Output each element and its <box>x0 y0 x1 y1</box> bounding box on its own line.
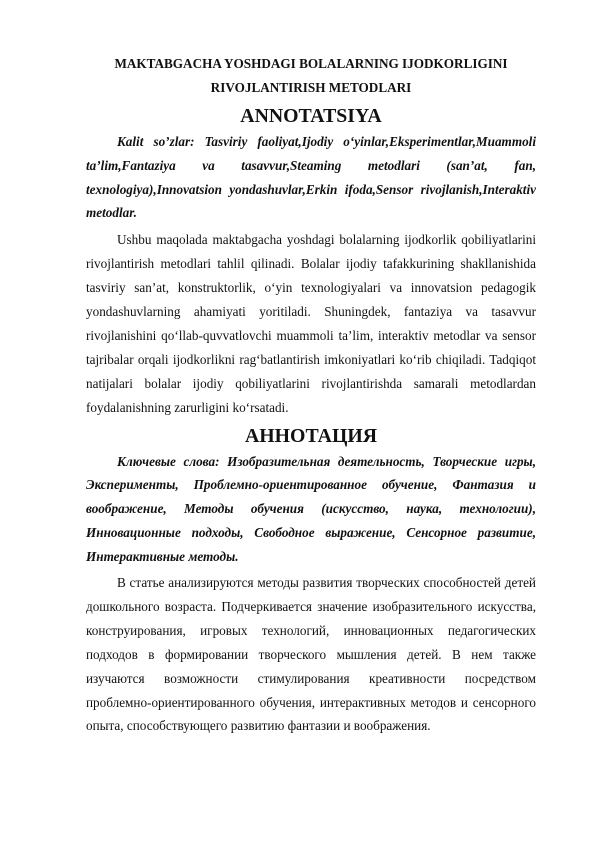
abstract-uz: Ushbu maqolada maktabgacha yoshdagi bolalarning ijodkorlik qobiliyatlarini rivojlantirish metodlari tahlil qilinadi. Bolalar ijodiy tafakkurining shakllanishida tasviriy san’at, konstruktorlik, o‘yin texnologiyalari va innovatsion pedagogik yondashuvlarning ahamiyati yoritiladi. Shuningdek, fantaziya va tasavvur rivojlanishini qo‘llab-quvvatlovchi muammoli ta’lim, interaktiv metodlar va sensor tajribalar orqali ijodkorlikni rag‘batlantirish imkoniyatlari ko‘rib chiqiladi. Tadqiqot natijalari bolalar ijodiy qobiliyatlarini rivojlantirishda samarali metodlardan foydalanishning zarurligini ko‘rsatadi. <box>86 232 536 415</box>
annotation-heading-uz: ANNOTATSIYA <box>240 104 382 127</box>
uzbek-annotation-section <box>86 105 536 420</box>
annotation-heading-ru: АННОТАЦИЯ <box>245 424 377 447</box>
article-title <box>86 52 536 100</box>
russian-annotation-section <box>86 425 536 739</box>
abstract-ru: В статье анализируются методы развития творческих способностей детей дошкольного возраста. Подчеркивается значение изобразительного искусства, конструирования, игровых технологий, инновационных педагогических подходов в формировании творческого мышления детей. В нем также изучаются возможности стимулирования креативности посредством проблемно-ориентированного обучения, интерактивных методов и сенсорного опыта, способствующего развитию фантазии и воображения. <box>86 575 536 734</box>
keywords-uz: Kalit so’zlar: Tasviriy faoliyat,Ijodiy o‘yinlar,Eksperimentlar,Muammoli ta’lim,Fantaziya va tasavvur,Steaming metodlari (san’at, fan, texnologiya),Innovatsion yondashuvlar,Erkin ifoda,Sensor rivojlanish,Interaktiv metodlar. <box>86 133 536 221</box>
keywords-ru: Ключевые слова: Изобразительная деятельность, Творческие игры, Эксперименты, Проблемно-ориентированное обучение, Фантазия и воображение, Методы обучения (искусство, наука, технологии), Инновационные подходы, Свободное выражение, Сенсорное развитие, Интерактивные методы. <box>86 453 536 565</box>
article-title-line-1: MAKTABGACHA YOSHDAGI BOLALARNING IJODKORLIGINI <box>114 56 508 71</box>
article-title-line-2: RIVOJLANTIRISH METODLARI <box>210 79 412 95</box>
